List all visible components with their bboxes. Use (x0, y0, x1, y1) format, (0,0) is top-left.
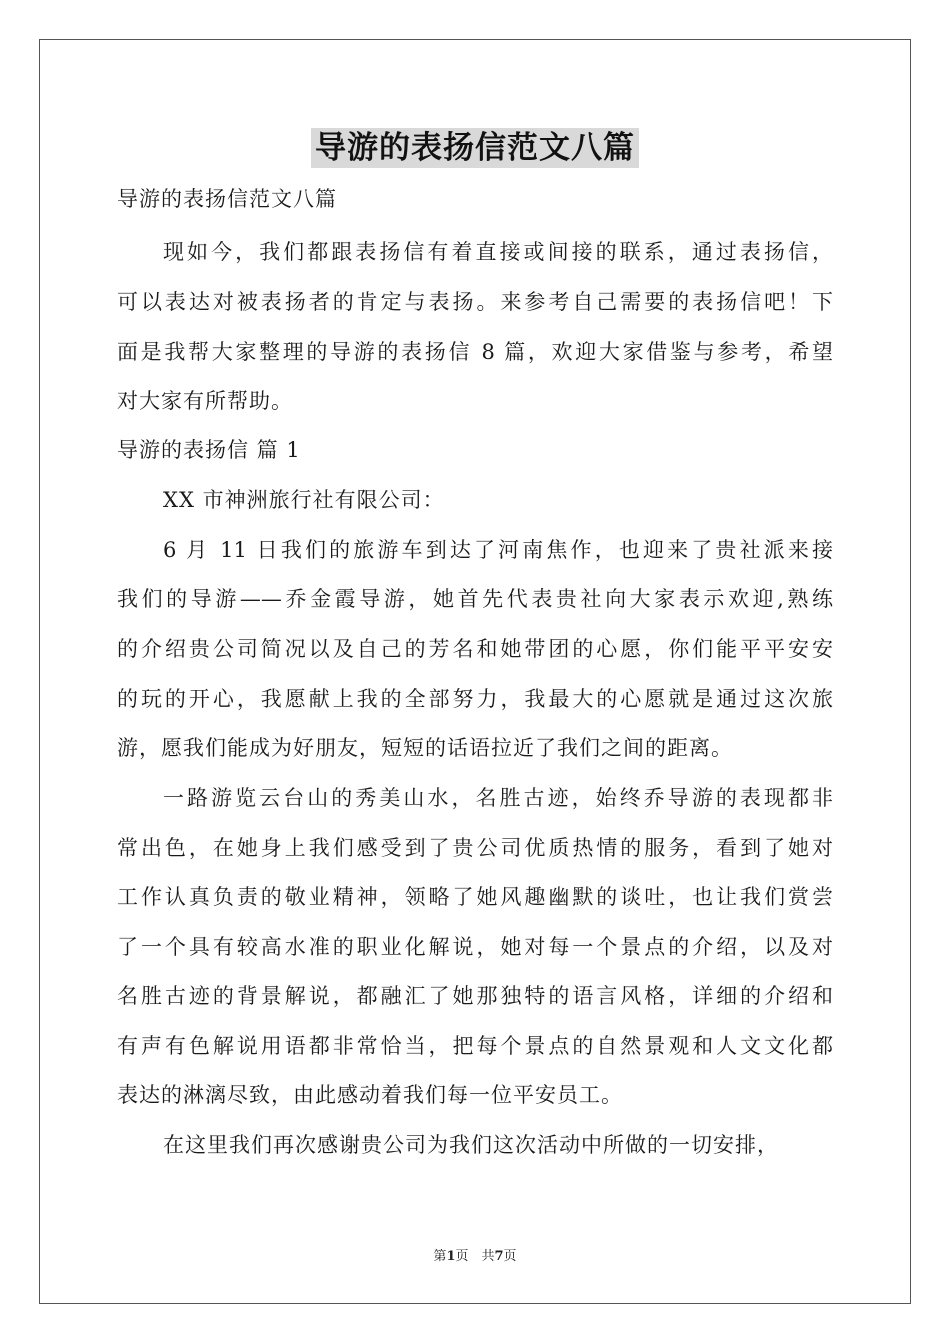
page-footer (0, 1249, 950, 1265)
paragraph-line: 了一个具有较高水准的职业化解说，她对每一个景点的介绍，以及对 (117, 935, 833, 959)
paragraph-line: 常出色，在她身上我们感受到了贵公司优质热情的服务，看到了她对 (117, 836, 833, 860)
salutation-line: XX 市神洲旅行社有限公司： (163, 488, 445, 512)
paragraph-line: 面是我帮大家整理的导游的表扬信 8 篇，欢迎大家借鉴与参考，希望 (117, 340, 833, 364)
section-heading: 导游的表扬信 篇 1 (117, 438, 301, 462)
footer-page-prefix: 第 (433, 1249, 447, 1264)
paragraph-line: 在这里我们再次感谢贵公司为我们这次活动中所做的一切安排， (163, 1133, 779, 1157)
document-title: 导游的表扬信范文八篇 (311, 128, 639, 168)
paragraph-line: 工作认真负责的敬业精神，领略了她风趣幽默的谈吐，也让我们赏尝 (117, 885, 833, 909)
paragraph-line: 6 月 11 日我们的旅游车到达了河南焦作，也迎来了贵社派来接 (163, 538, 833, 562)
page-border (39, 39, 911, 1304)
paragraph-line: 表达的淋漓尽致，由此感动着我们每一位平安员工。 (117, 1083, 623, 1107)
paragraph-line: 名胜古迹的背景解说，都融汇了她那独特的语言风格，详细的介绍和 (117, 984, 833, 1008)
paragraph-line: 对大家有所帮助。 (117, 389, 293, 413)
footer-page-total: 7 (494, 1249, 504, 1264)
paragraph-line: 现如今，我们都跟表扬信有着直接或间接的联系，通过表扬信， (163, 240, 833, 264)
footer-page-suffix: 页 (503, 1249, 517, 1264)
footer-page-mid: 页 共 (455, 1249, 495, 1264)
subtitle-line: 导游的表扬信范文八篇 (117, 187, 337, 211)
paragraph-line: 我们的导游——乔金霞导游，她首先代表贵社向大家表示欢迎,熟练 (117, 587, 833, 611)
paragraph-line: 有声有色解说用语都非常恰当，把每个景点的自然景观和人文文化都 (117, 1034, 833, 1058)
paragraph-line: 的玩的开心，我愿献上我的全部努力，我最大的心愿就是通过这次旅 (117, 687, 833, 711)
paragraph-line: 游，愿我们能成为好朋友，短短的话语拉近了我们之间的距离。 (117, 736, 733, 760)
paragraph-line: 一路游览云台山的秀美山水，名胜古迹，始终乔导游的表现都非 (163, 786, 833, 810)
title-container (0, 128, 950, 168)
paragraph-line: 的介绍贵公司简况以及自己的芳名和她带团的心愿，你们能平平安安 (117, 637, 833, 661)
footer-page-current: 1 (446, 1249, 456, 1264)
paragraph-line: 可以表达对被表扬者的肯定与表扬。来参考自己需要的表扬信吧！下 (117, 290, 833, 314)
